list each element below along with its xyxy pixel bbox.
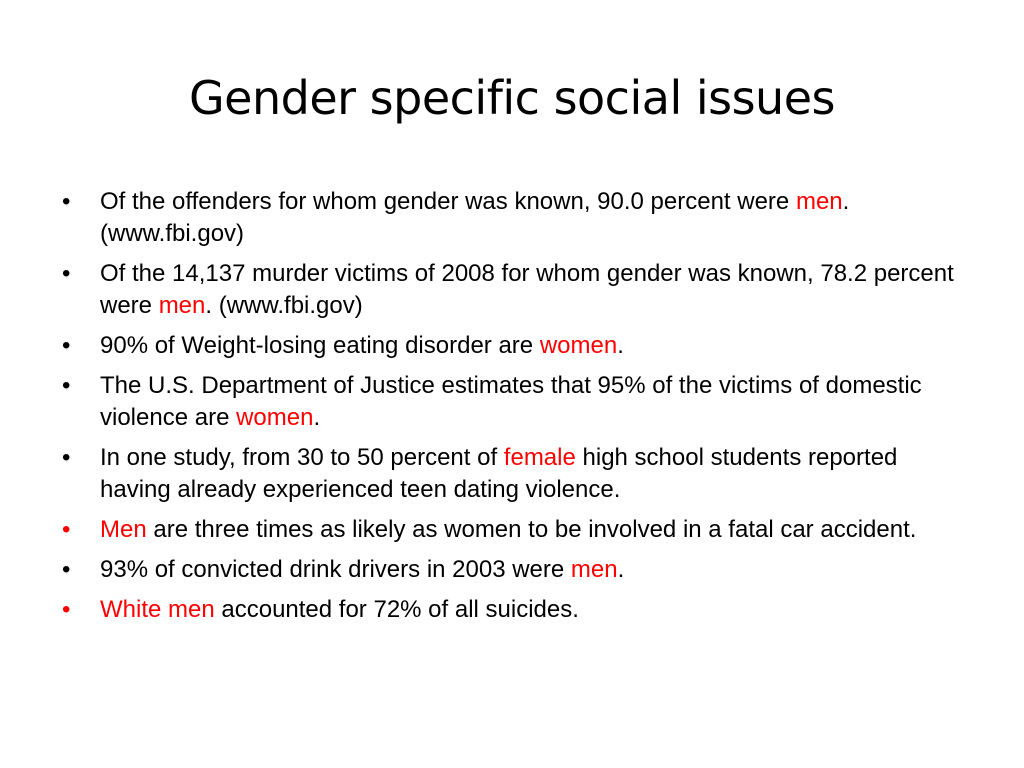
- text-run: In one study, from 30 to 50 percent of: [100, 444, 504, 471]
- bullet-dot-icon: •: [62, 332, 71, 359]
- text-run: Of the offenders for whom gender was known, 90.0 percent were: [100, 188, 796, 215]
- bullet-text: [100, 596, 579, 623]
- text-run: The U.S. Department of Justice estimates that 95% of the victims of domestic violence are: [100, 372, 922, 431]
- bullet-item: [62, 554, 967, 586]
- bullet-text: [100, 516, 916, 543]
- bullet-dot-icon: •: [62, 444, 71, 471]
- text-run: .: [617, 332, 624, 359]
- bullet-item: [62, 594, 967, 626]
- bullet-item: [62, 370, 967, 434]
- highlighted-text: men: [158, 292, 206, 319]
- highlighted-text: Men: [100, 516, 147, 543]
- bullet-list: [62, 186, 967, 634]
- highlighted-text: men: [795, 188, 843, 215]
- highlighted-text: women: [539, 332, 618, 359]
- bullet-dot-icon: •: [62, 260, 71, 287]
- bullet-item: [62, 442, 967, 506]
- text-run: are three times as likely as women to be involved in a fatal car accident.: [146, 516, 917, 543]
- highlighted-text: female: [503, 444, 576, 471]
- bullet-dot-icon: •: [62, 516, 71, 543]
- bullet-item: [62, 186, 967, 250]
- highlighted-text: men: [570, 556, 618, 583]
- text-run: . (www.fbi.gov): [205, 292, 363, 319]
- bullet-text: [100, 444, 897, 503]
- bullet-text: [100, 372, 922, 431]
- text-run: .: [617, 556, 625, 583]
- text-run: accounted for 72% of all suicides.: [214, 596, 579, 623]
- text-run: . (www.fbi.gov): [100, 188, 850, 247]
- bullet-text: [100, 188, 849, 247]
- bullet-dot-icon: •: [62, 188, 71, 215]
- bullet-item: [62, 514, 967, 546]
- text-run: .: [313, 404, 321, 431]
- bullet-text: [100, 260, 954, 319]
- bullet-dot-icon: •: [62, 596, 71, 623]
- bullet-text: [100, 332, 624, 359]
- highlighted-text: women: [236, 404, 314, 431]
- slide-title: Gender specific social issues: [189, 71, 835, 125]
- bullet-item: [62, 258, 967, 322]
- bullet-text: [100, 556, 624, 583]
- text-run: high school students reported having already experienced teen dating violence.: [100, 444, 898, 503]
- bullet-item: [62, 330, 967, 362]
- text-run: 93% of convicted drink drivers in 2003 were: [100, 556, 571, 583]
- highlighted-text: White men: [100, 596, 215, 623]
- text-run: 90% of Weight-losing eating disorder are: [100, 332, 540, 359]
- text-run: Of the 14,137 murder victims of 2008 for whom gender was known, 78.2 percent were: [100, 260, 954, 319]
- bullet-dot-icon: •: [62, 556, 71, 583]
- bullet-dot-icon: •: [62, 372, 71, 399]
